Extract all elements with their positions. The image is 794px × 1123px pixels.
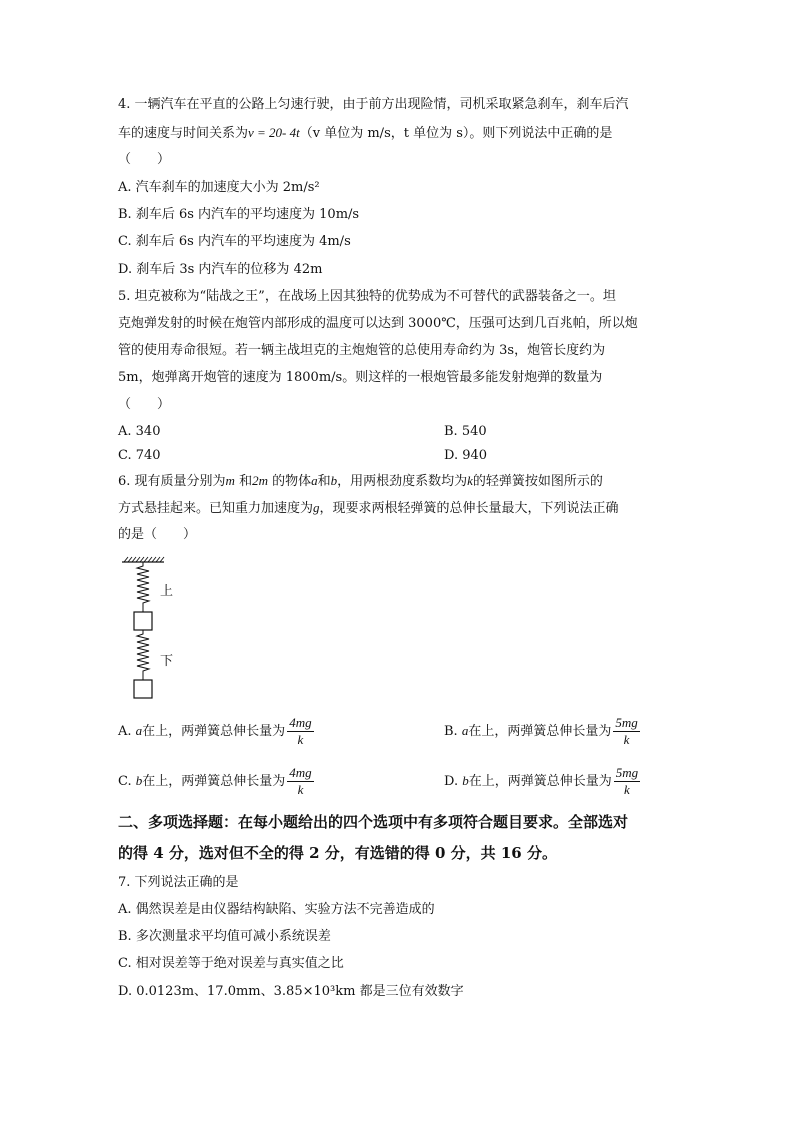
fraction-numerator: 5mg xyxy=(615,715,638,730)
option-var: b xyxy=(135,773,143,788)
option-text: 在上，两弹簧总伸长量为 xyxy=(468,724,612,739)
q4-option-b: B. 刹车后 6s 内汽车的平均速度为 10m/s xyxy=(118,207,360,222)
label-upper: 上 xyxy=(160,584,174,599)
q4-option-d: D. 刹车后 3s 内汽车的位移为 42m xyxy=(118,262,323,277)
q4-option-c: C. 刹车后 6s 内汽车的平均速度为 4m/s xyxy=(118,234,351,249)
q6-line2 xyxy=(118,499,619,518)
q5-option-d: D. 940 xyxy=(444,448,488,463)
option-letter: D. xyxy=(444,774,459,789)
section2-heading-line1: 二、多项选择题：在每小题给出的四个选项中有多项符合题目要求。全部选对 xyxy=(118,813,629,831)
q5-line1: 5. 坦克被称为“陆战之王”，在战场上因其独特的优势成为不可替代的武器装备之一。坦 xyxy=(118,289,616,304)
option-text: 在上，两弹簧总伸长量为 xyxy=(142,724,286,739)
q6-var-m: m xyxy=(225,473,235,488)
q7-option-a: A. 偶然误差是由仪器结构缺陷、实验方法不完善造成的 xyxy=(118,902,435,917)
q4-line1: 4. 一辆汽车在平直的公路上匀速行驶，由于前方出现险情，司机采取紧急刹车，刹车后汽 xyxy=(118,97,629,112)
option-text: 在上，两弹簧总伸长量为 xyxy=(142,774,286,789)
q5-line4: 5m，炮弹离开炮管的速度为 1800m/s。则这样的一根炮管最多能发射炮弹的数量为 xyxy=(118,370,603,385)
option-var: a xyxy=(135,723,143,738)
q4-option-a: A. 汽车刹车的加速度大小为 2m/s² xyxy=(118,180,320,195)
label-lower: 下 xyxy=(160,654,174,669)
option-letter: A. xyxy=(118,724,132,739)
q5-option-b: B. 540 xyxy=(444,424,487,439)
q6-text: 的物体 xyxy=(267,474,312,489)
fraction-numerator: 5mg xyxy=(615,765,639,780)
q7-option-d: D. 0.0123m、17.0mm、3.85×10³km 都是三位有效数字 xyxy=(118,984,464,999)
option-letter: B. xyxy=(444,724,458,739)
q5-option-c: C. 740 xyxy=(118,448,161,463)
q4-line2 xyxy=(118,124,612,143)
q4-equation: v = 20- 4t xyxy=(248,125,300,140)
upper-spring xyxy=(137,562,149,612)
q7-option-c: C. 相对误差等于绝对误差与真实值之比 xyxy=(118,956,344,971)
q6-text: 6. 现有质量分别为 xyxy=(118,474,226,489)
lower-block xyxy=(134,680,152,698)
q6-text: 和 xyxy=(317,474,331,489)
q7-option-b: B. 多次测量求平均值可减小系统误差 xyxy=(118,929,331,944)
q6-option-a xyxy=(118,713,314,750)
q5-answer-paren: （ ） xyxy=(118,397,171,412)
q7-stem: 7. 下列说法正确的是 xyxy=(118,875,239,890)
fraction xyxy=(614,765,640,798)
q6-line3: 的是（ ） xyxy=(118,527,197,542)
fraction-denominator: k xyxy=(623,732,630,747)
q4-answer-paren: （ ） xyxy=(118,152,171,167)
spring-diagram-svg xyxy=(118,556,198,704)
q6-text: 方式悬挂起来。已知重力加速度为 xyxy=(118,501,314,516)
option-letter: C. xyxy=(118,774,132,789)
upper-block xyxy=(134,612,152,630)
section2-heading-line2: 的得 4 分，选对但不全的得 2 分，有选错的得 0 分，共 16 分。 xyxy=(118,844,557,862)
q6-text: 和 xyxy=(234,474,253,489)
option-text: 在上，两弹簧总伸长量为 xyxy=(468,774,612,789)
q6-var-k: k xyxy=(467,473,473,488)
q4-line2-units: （v 单位为 m/s，t 单位为 s）。则下列说法中正确的是 xyxy=(299,126,613,141)
fraction-numerator: 4mg xyxy=(289,765,312,780)
q6-var-b: b xyxy=(330,473,338,488)
fraction xyxy=(613,715,639,748)
fraction xyxy=(287,765,313,798)
q5-line2: 克炮弹发射的时候在炮管内部形成的温度可以达到 3000℃，压强可达到几百兆帕，所以炮 xyxy=(118,316,638,331)
lower-spring xyxy=(137,630,149,680)
q6-option-b xyxy=(444,713,640,750)
q6-text: ，用两根劲度系数均为 xyxy=(337,474,468,489)
option-var: a xyxy=(461,723,469,738)
q6-var-a: a xyxy=(311,473,318,488)
q6-option-d xyxy=(444,763,640,800)
fraction xyxy=(287,715,313,748)
q6-var-g: g xyxy=(313,500,320,515)
fraction-denominator: k xyxy=(624,782,630,797)
fraction-numerator: 4mg xyxy=(289,715,312,730)
q6-var-2m: 2m xyxy=(252,473,268,488)
q6-text: ，现要求两根轻弹簧的总伸长量最大，下列说法正确 xyxy=(319,501,619,516)
fraction-denominator: k xyxy=(297,732,304,747)
option-var: b xyxy=(462,773,469,788)
ceiling-hatch xyxy=(124,557,164,562)
q5-option-a: A. 340 xyxy=(118,424,161,439)
q6-line1 xyxy=(118,472,603,491)
q6-text: 的轻弹簧按如图所示的 xyxy=(472,474,603,489)
q5-line3: 管的使用寿命很短。若一辆主战坦克的主炮炮管的总使用寿命约为 3s，炮管长度约为 xyxy=(118,343,606,358)
fraction-denominator: k xyxy=(297,782,304,797)
spring-diagram xyxy=(118,556,198,704)
q4-line2-text: 车的速度与时间关系为 xyxy=(118,126,249,141)
q6-option-c xyxy=(118,763,314,800)
